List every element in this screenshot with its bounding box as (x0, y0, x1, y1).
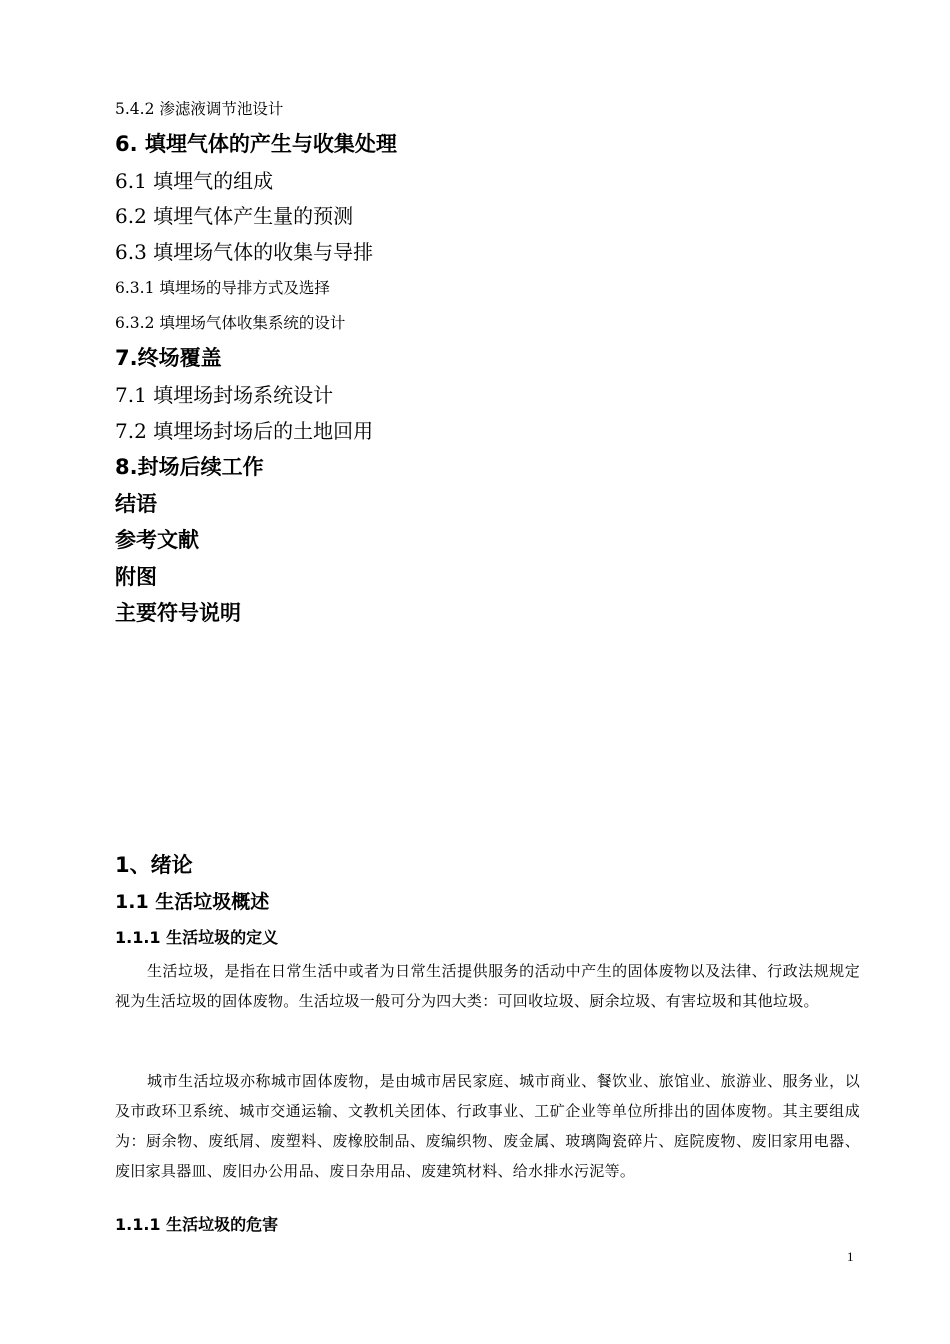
toc-item-6-2[interactable]: 6.2 填埋气体产生量的预测 (115, 204, 354, 228)
toc-item-appendix[interactable]: 附图 (115, 565, 157, 589)
toc-item-references[interactable]: 参考文献 (115, 528, 199, 552)
body-paragraph: 城市生活垃圾亦称城市固体废物，是由城市居民家庭、城市商业、餐饮业、旅馆业、旅游业、服务业，以及市政环卫系统、城市交通运输、文教机关团体、行政事业、工矿企业等单位所排出的固体废物。其主要组成为：厨余物、废纸屑、废塑料、废橡胶制品、废编织物、废金属、玻璃陶瓷碎片、庭院废物、废旧家用电器、废旧家具器皿、废旧办公用品、废日杂用品、废建筑材料、给水排水污泥等。 (115, 1072, 860, 1180)
page-number: 1 (847, 1249, 854, 1264)
body-paragraph: 生活垃圾，是指在日常生活中或者为日常生活提供服务的活动中产生的固体废物以及法律、行政法规规定视为生活垃圾的固体废物。生活垃圾一般可分为四大类：可回收垃圾、厨余垃圾、有害垃圾和其他垃圾。 (115, 962, 860, 1010)
toc-item-7-2[interactable]: 7.2 填埋场封场后的土地回用 (115, 419, 374, 443)
toc-item-6-3[interactable]: 6.3 填埋场气体的收集与导排 (115, 240, 374, 264)
subsection-heading: 1.1.1 生活垃圾的危害 (115, 1215, 279, 1234)
toc-item-5-4-2[interactable]: 5.4.2 渗滤液调节池设计 (115, 100, 284, 118)
section-heading: 1.1 生活垃圾概述 (115, 891, 270, 913)
toc-item-conclusion[interactable]: 结语 (115, 492, 157, 516)
toc-item-6-3-1[interactable]: 6.3.1 填埋场的导排方式及选择 (115, 279, 330, 297)
toc-item-6-3-2[interactable]: 6.3.2 填埋场气体收集系统的设计 (115, 314, 346, 332)
toc-item-symbols[interactable]: 主要符号说明 (115, 601, 241, 625)
chapter-heading: 1、绪论 (115, 853, 193, 877)
toc-item-6-1[interactable]: 6.1 填埋气的组成 (115, 169, 274, 193)
toc-item-6[interactable]: 6. 填埋气体的产生与收集处理 (115, 132, 397, 156)
subsection-heading: 1.1.1 生活垃圾的定义 (115, 928, 279, 947)
toc-item-7-1[interactable]: 7.1 填埋场封场系统设计 (115, 383, 334, 407)
toc-item-7[interactable]: 7.终场覆盖 (115, 346, 222, 370)
toc-item-8[interactable]: 8.封场后续工作 (115, 455, 264, 479)
